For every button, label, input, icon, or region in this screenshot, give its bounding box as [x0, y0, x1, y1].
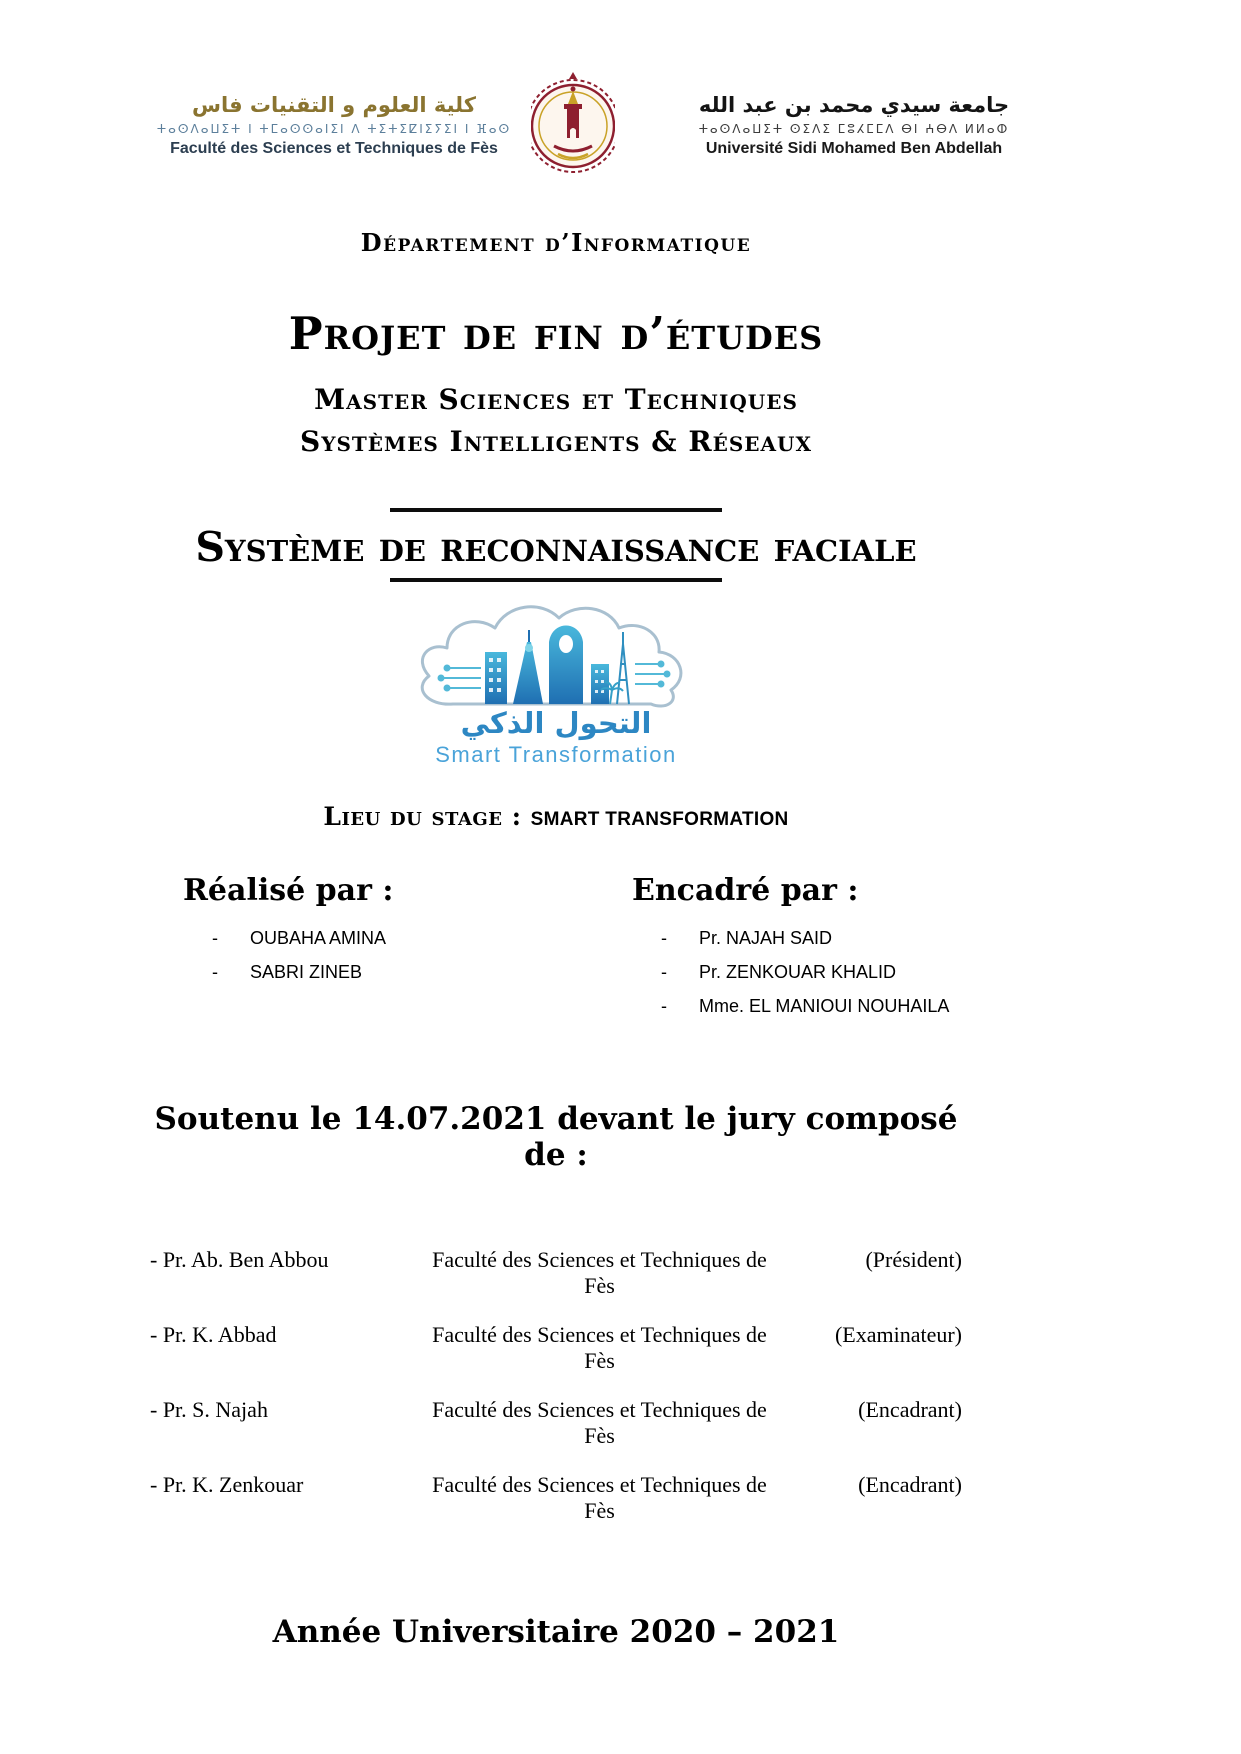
jury-member-role: (Examinateur) [834, 1321, 962, 1347]
divider-bottom [390, 578, 722, 582]
supervisor-name: Pr. NAJAH SAID [699, 927, 833, 948]
university-seal-icon [531, 68, 615, 182]
dash-bullet: - [212, 927, 218, 948]
stage-label: Lieu du stage : [323, 801, 531, 831]
logo-caption-text: Smart Transformation [435, 741, 677, 767]
jury-table [150, 1247, 962, 1524]
list-item [183, 928, 599, 949]
jury-heading: Soutenu le 14.07.2021 devant le jury composé de : [154, 1100, 958, 1173]
student-name: OUBAHA AMINA [250, 927, 387, 948]
realise-column [150, 873, 599, 1017]
project-title: Projet de fin d’études [288, 307, 824, 360]
fst-french-name: Faculté des Sciences et Techniques de Fès [170, 139, 498, 157]
jury-member-name: - Pr. K. Zenkouar [150, 1471, 304, 1497]
usmba-french-name: Université Sidi Mohamed Ben Abdellah [705, 139, 1003, 157]
jury-member-name: - Pr. Ab. Ben Abbou [150, 1246, 329, 1272]
stage-value: SMART TRANSFORMATION [530, 808, 789, 830]
jury-member-role: (Président) [865, 1246, 962, 1272]
jury-member-affiliation: Faculté des Sciences et Techniques de Fès [432, 1471, 767, 1523]
cloud-city-icon [391, 592, 721, 710]
stage-line [150, 802, 962, 831]
smart-transformation-logo [150, 592, 962, 768]
encadre-heading: Encadré par : [632, 872, 859, 908]
encadre-list [632, 928, 962, 1017]
jury-member-role: (Encadrant) [858, 1471, 962, 1497]
dash-bullet: - [661, 995, 667, 1016]
dash-bullet: - [661, 961, 667, 982]
fst-tifinagh-name: ⵜⴰⵙⴷⴰⵡⵉⵜ ⵏ ⵜⵎⴰⵙⵙⴰⵏⵉⵏ ⴷ ⵜⵉⵜⵉⵇⵏⵉⵢⵉⵏ ⵏ ⴼⴰⵙ [156, 121, 512, 136]
speciality-title: Systèmes Intelligents & Réseaux [299, 424, 812, 458]
dash-bullet: - [212, 961, 218, 982]
thesis-title: Système de reconnaissance faciale [195, 522, 917, 571]
list-item [632, 996, 962, 1017]
usmba-logo-block [625, 92, 1083, 157]
fst-logo-block [148, 92, 520, 157]
main-content [150, 228, 962, 1650]
list-item [632, 928, 962, 949]
dash-bullet: - [661, 927, 667, 948]
jury-member-name: - Pr. K. Abbad [150, 1321, 277, 1347]
encadre-column [599, 873, 962, 1017]
logo-arabic-text: التحول الذكي [460, 705, 652, 740]
supervision-section [150, 873, 962, 1017]
realise-list [183, 928, 599, 983]
jury-member-affiliation: Faculté des Sciences et Techniques de Fès [432, 1246, 767, 1298]
header [0, 0, 1241, 182]
list-item [632, 962, 962, 983]
usmba-tifinagh-name: ⵜⴰⵙⴷⴰⵡⵉⵜ ⵙⵉⴷⵉ ⵎⵓⵃⵎⵎⴷ ⴱⵏ ⵄⴱⴷ ⵍⵍⴰⵀ [698, 121, 1010, 136]
list-item [183, 962, 599, 983]
supervisor-name: Mme. EL MANIOUI NOUHAILA [699, 995, 950, 1016]
supervisor-name: Pr. ZENKOUAR KHALID [699, 961, 897, 982]
jury-member-name: - Pr. S. Najah [150, 1396, 268, 1422]
realise-heading: Réalisé par : [183, 872, 394, 908]
divider-top [390, 508, 722, 512]
academic-year: Année Universitaire 2020 – 2021 [272, 1613, 840, 1650]
jury-member-affiliation: Faculté des Sciences et Techniques de Fès [432, 1396, 767, 1448]
jury-member-affiliation: Faculté des Sciences et Techniques de Fès [432, 1321, 767, 1373]
student-name: SABRI ZINEB [250, 961, 363, 982]
jury-member-role: (Encadrant) [858, 1396, 962, 1422]
fst-arabic-name: كلية العلوم و التقنيات فاس [192, 93, 476, 118]
master-title: Master Sciences et Techniques [314, 382, 798, 416]
department-title: Département d’Informatique [360, 228, 752, 257]
usmba-arabic-name: جامعة سيدي محمد بن عبد الله [698, 93, 1010, 118]
